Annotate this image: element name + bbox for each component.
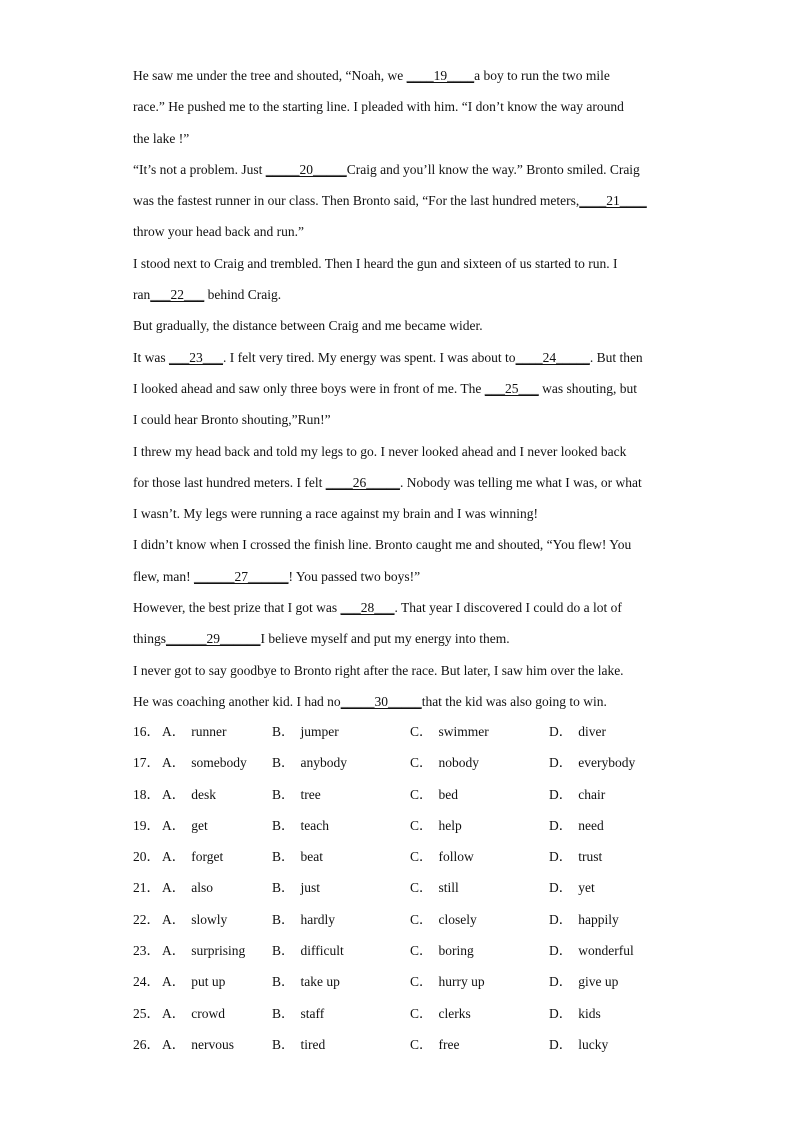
passage-line — [133, 216, 673, 247]
option-d — [549, 810, 604, 841]
passage-line — [133, 561, 673, 592]
option-b — [272, 841, 323, 872]
option-a — [162, 810, 208, 841]
answer-blank: ______27______ — [193, 568, 289, 584]
option-a — [162, 966, 225, 997]
passage-line — [133, 310, 673, 341]
passage-text: I believe myself and put my energy into them. — [260, 631, 510, 647]
answer-blank: ____24_____ — [515, 349, 590, 365]
option-text: help — [438, 817, 462, 833]
option-d — [549, 935, 634, 966]
option-text: closely — [438, 911, 477, 927]
option-b — [272, 779, 321, 810]
passage-text: I could hear Bronto shouting,”Run!” — [133, 412, 331, 428]
option-c — [410, 935, 474, 966]
passage-text: . Nobody was telling me what I was, or what — [399, 474, 642, 490]
option-text: boring — [438, 943, 474, 959]
option-text: teach — [300, 817, 329, 833]
option-text: hardly — [300, 911, 336, 927]
passage-line — [133, 467, 673, 498]
question-number: 22． — [133, 911, 160, 927]
option-letter: B． — [272, 974, 295, 990]
option-text: everybody — [578, 755, 636, 771]
option-d — [549, 904, 619, 935]
option-a — [162, 779, 216, 810]
option-letter: C． — [410, 911, 433, 927]
option-text: happily — [578, 911, 619, 927]
option-d — [549, 872, 595, 903]
option-letter: B． — [272, 880, 295, 896]
option-letter: A． — [162, 755, 186, 771]
option-letter: C． — [410, 817, 433, 833]
question-number: 16． — [133, 724, 160, 739]
answer-blank: ___28___ — [340, 600, 395, 616]
option-letter: C． — [410, 724, 433, 739]
option-text: take up — [300, 974, 340, 990]
passage-text: behind Craig. — [204, 287, 282, 303]
option-letter: A． — [162, 943, 186, 959]
option-text: staff — [300, 1005, 325, 1021]
option-text: get — [191, 817, 208, 833]
passage-line — [133, 185, 673, 216]
option-text: also — [191, 880, 213, 896]
option-letter: D． — [549, 786, 573, 802]
option-c — [410, 904, 477, 935]
passage-line — [133, 498, 673, 529]
answer-blank: ______29______ — [166, 631, 261, 647]
passage-text: I never got to say goodbye to Bronto right after the race. But later, I saw him over the lake. — [133, 662, 624, 678]
option-letter: A． — [162, 817, 186, 833]
option-b — [272, 998, 324, 1029]
option-text: crowd — [191, 1005, 225, 1021]
question-row — [133, 841, 673, 872]
option-d — [549, 841, 602, 872]
option-letter: B． — [272, 817, 295, 833]
passage-text: I threw my head back and told my legs to go. I never looked ahead and I never looked back — [133, 443, 627, 459]
passage-line — [133, 592, 673, 623]
option-letter: C． — [410, 786, 433, 802]
passage-text: flew, man! — [133, 568, 194, 584]
answer-blank: _____30_____ — [340, 693, 422, 709]
passage-text: was the fastest runner in our class. Then Bronto said, “For the last hundred meters, — [133, 193, 580, 209]
question-row — [133, 810, 673, 841]
answer-blank: _____20_____ — [265, 161, 347, 177]
option-b — [272, 1029, 325, 1060]
passage-text: I wasn’t. My legs were running a race against my brain and I was winning! — [133, 506, 539, 522]
cloze-passage — [133, 60, 673, 717]
option-text: still — [438, 880, 459, 896]
option-text: slowly — [191, 911, 228, 927]
option-b — [272, 935, 344, 966]
passage-text: It was — [133, 349, 169, 365]
option-text: tree — [300, 786, 321, 802]
option-letter: C． — [410, 1005, 433, 1021]
option-letter: B． — [272, 786, 295, 802]
option-text: yet — [578, 880, 595, 896]
option-c — [410, 716, 489, 747]
passage-line — [133, 404, 673, 435]
option-b — [272, 872, 320, 903]
option-letter: B． — [272, 755, 295, 771]
question-number: 26． — [133, 1036, 160, 1052]
passage-text: He was coaching another kid. I had no — [133, 693, 341, 709]
question-number: 17． — [133, 755, 160, 771]
option-text: nervous — [191, 1036, 234, 1052]
option-letter: B． — [272, 1036, 295, 1052]
passage-text: ! You passed two boys!” — [288, 568, 421, 584]
option-text: free — [438, 1036, 460, 1052]
passage-text: race.” He pushed me to the starting line. I pleaded with him. “I don’t know the way around — [133, 99, 624, 115]
passage-line — [133, 529, 673, 560]
option-letter: A． — [162, 1005, 186, 1021]
option-text: jumper — [300, 724, 339, 739]
option-text: swimmer — [438, 724, 489, 739]
passage-text: However, the best prize that I got was — [133, 600, 341, 616]
passage-text: Craig and you’ll know the way.” Bronto smiled. Craig — [346, 161, 640, 177]
passage-line — [133, 373, 673, 404]
option-letter: D． — [549, 724, 573, 739]
passage-text: for those last hundred meters. I felt — [133, 474, 326, 490]
option-letter: B． — [272, 911, 295, 927]
option-c — [410, 872, 459, 903]
passage-text: things — [133, 631, 167, 647]
passage-text: . But then — [589, 349, 643, 365]
option-a — [162, 747, 247, 778]
question-row — [133, 904, 673, 935]
option-text: wonderful — [578, 943, 634, 959]
option-letter: D． — [549, 1005, 573, 1021]
option-letter: A． — [162, 880, 186, 896]
option-letter: A． — [162, 724, 186, 739]
option-text: difficult — [300, 943, 344, 959]
option-c — [410, 779, 458, 810]
option-letter: D． — [549, 817, 573, 833]
passage-line — [133, 91, 673, 122]
passage-text: was shouting, but — [538, 380, 638, 396]
question-number: 25． — [133, 1005, 160, 1021]
answer-blank: ___22___ — [150, 287, 205, 303]
question-row — [133, 998, 673, 1029]
passage-line — [133, 342, 673, 373]
option-a — [162, 935, 245, 966]
option-d — [549, 779, 605, 810]
question-number: 24． — [133, 974, 160, 990]
option-c — [410, 998, 471, 1029]
passage-text: the lake !” — [133, 130, 190, 146]
question-row — [133, 716, 673, 747]
passage-text: I looked ahead and saw only three boys were in front of me. The — [133, 380, 485, 396]
option-letter: C． — [410, 849, 433, 865]
passage-line — [133, 60, 673, 91]
passage-text: ran — [133, 287, 151, 303]
option-text: trust — [578, 849, 603, 865]
passage-text: He saw me under the tree and shouted, “Noah, we — [133, 68, 407, 83]
option-b — [272, 747, 347, 778]
option-letter: A． — [162, 1036, 186, 1052]
passage-text: a boy to run the two mile — [474, 68, 610, 83]
passage-text: “It’s not a problem. Just — [133, 161, 266, 177]
option-letter: C． — [410, 974, 433, 990]
option-letter: A． — [162, 974, 186, 990]
option-a — [162, 1029, 234, 1060]
question-row — [133, 935, 673, 966]
option-c — [410, 966, 485, 997]
option-letter: C． — [410, 880, 433, 896]
option-d — [549, 747, 635, 778]
option-text: lucky — [578, 1036, 609, 1052]
option-a — [162, 904, 227, 935]
question-row — [133, 1029, 673, 1060]
option-d — [549, 1029, 608, 1060]
option-text: put up — [191, 974, 226, 990]
option-letter: C． — [410, 1036, 433, 1052]
option-a — [162, 998, 225, 1029]
option-a — [162, 716, 226, 747]
question-row — [133, 747, 673, 778]
answer-blank: ___25___ — [484, 380, 539, 396]
option-text: clerks — [438, 1005, 471, 1021]
option-letter: D． — [549, 880, 573, 896]
question-number: 19． — [133, 817, 160, 833]
option-text: kids — [578, 1005, 601, 1021]
question-row — [133, 966, 673, 997]
passage-line — [133, 655, 673, 686]
option-text: somebody — [191, 755, 247, 771]
passage-text: I didn’t know when I crossed the finish line. Bronto caught me and shouted, “You flew! You — [133, 537, 632, 553]
option-a — [162, 872, 213, 903]
passage-line — [133, 623, 673, 654]
question-number: 23． — [133, 943, 160, 959]
option-b — [272, 904, 335, 935]
passage-text: that the kid was also going to win. — [421, 693, 607, 709]
option-c — [410, 747, 479, 778]
question-options — [133, 716, 673, 1060]
option-letter: B． — [272, 1005, 295, 1021]
question-number: 20． — [133, 849, 160, 865]
option-text: follow — [438, 849, 474, 865]
option-letter: D． — [549, 943, 573, 959]
option-text: hurry up — [438, 974, 485, 990]
option-letter: A． — [162, 911, 186, 927]
option-letter: A． — [162, 849, 186, 865]
passage-text: . I felt very tired. My energy was spent. I was about to — [223, 349, 516, 365]
question-number: 18． — [133, 786, 160, 802]
option-text: runner — [191, 724, 227, 739]
option-letter: D． — [549, 755, 573, 771]
passage-line — [133, 248, 673, 279]
option-text: give up — [578, 974, 619, 990]
option-d — [549, 998, 601, 1029]
option-text: desk — [191, 786, 216, 802]
option-text: beat — [300, 849, 324, 865]
option-letter: C． — [410, 755, 433, 771]
answer-blank: ____21____ — [579, 193, 647, 209]
passage-line — [133, 279, 673, 310]
option-b — [272, 966, 340, 997]
option-c — [410, 841, 474, 872]
passage-line — [133, 123, 673, 154]
option-letter: A． — [162, 786, 186, 802]
passage-text: But gradually, the distance between Craig and me became wider. — [133, 318, 483, 334]
answer-blank: ____19____ — [406, 68, 475, 83]
option-text: chair — [578, 786, 606, 802]
passage-line — [133, 436, 673, 467]
option-text: surprising — [191, 943, 246, 959]
option-text: nobody — [438, 755, 480, 771]
option-letter: B． — [272, 943, 295, 959]
passage-text: throw your head back and run.” — [133, 224, 304, 240]
option-text: diver — [578, 724, 606, 739]
option-b — [272, 716, 339, 747]
option-letter: D． — [549, 1036, 573, 1052]
option-d — [549, 966, 618, 997]
passage-line — [133, 154, 673, 185]
option-d — [549, 716, 606, 747]
option-letter: C． — [410, 943, 433, 959]
answer-blank: ___23___ — [169, 349, 223, 365]
question-row — [133, 872, 673, 903]
option-text: need — [578, 817, 604, 833]
passage-text: I stood next to Craig and trembled. Then I heard the gun and sixteen of us started to run. I — [133, 255, 618, 271]
option-text: forget — [191, 849, 224, 865]
option-c — [410, 810, 462, 841]
option-c — [410, 1029, 460, 1060]
option-b — [272, 810, 329, 841]
option-text: just — [300, 880, 321, 896]
option-text: bed — [438, 786, 459, 802]
passage-text: . That year I discovered I could do a lot of — [394, 600, 622, 616]
option-letter: D． — [549, 849, 573, 865]
answer-blank: ____26_____ — [325, 474, 400, 490]
question-row — [133, 779, 673, 810]
option-letter: B． — [272, 849, 295, 865]
option-text: tired — [300, 1036, 326, 1052]
option-letter: D． — [549, 911, 573, 927]
option-text: anybody — [300, 755, 348, 771]
passage-line — [133, 686, 673, 717]
option-letter: D． — [549, 974, 573, 990]
option-a — [162, 841, 223, 872]
question-number: 21． — [133, 880, 160, 896]
option-letter: B． — [272, 724, 295, 739]
